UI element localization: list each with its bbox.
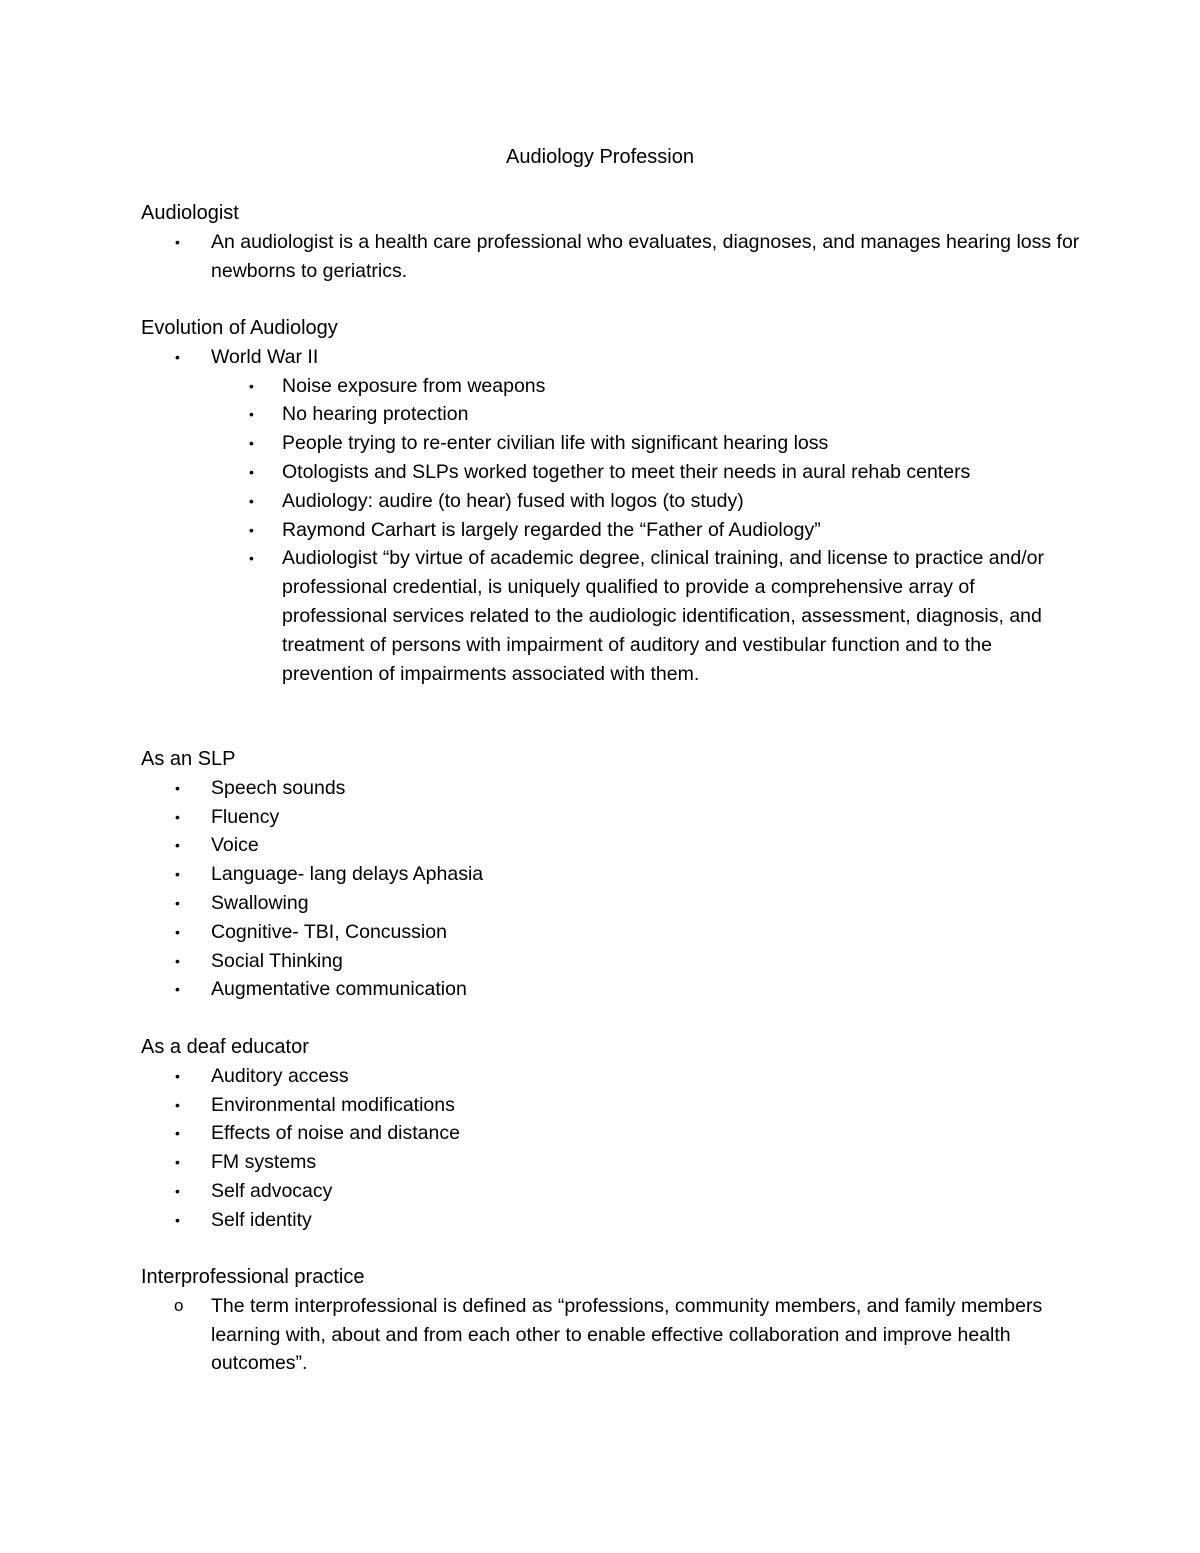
section-heading: Audiologist xyxy=(141,202,239,224)
bullet-icon: • xyxy=(249,406,254,423)
list-item-text: Language- lang delays Aphasia xyxy=(211,863,484,886)
list-item xyxy=(141,1148,1081,1177)
list-item-text: Otologists and SLPs worked together to meet their needs in aural rehab centers xyxy=(282,460,971,483)
section-heading: Evolution of Audiology xyxy=(141,317,338,339)
bullet-icon: • xyxy=(175,952,180,969)
list-item xyxy=(141,228,1081,286)
list-item-text: Augmentative communication xyxy=(211,978,467,1001)
list-item-text: The term interprofessional is defined as “professions, community members, and family members learning with, about and from each other to enable effective collaboration and improve health outcomes”. xyxy=(211,1294,1043,1375)
list-item-text: No hearing protection xyxy=(282,403,469,426)
list-item-text: Self advocacy xyxy=(211,1179,333,1202)
document-title: Audiology Profession xyxy=(506,146,694,168)
bullet-icon: • xyxy=(175,1067,180,1084)
sub-list-item xyxy=(141,429,1081,458)
bullet-icon: • xyxy=(175,1211,180,1228)
bullet-icon: • xyxy=(249,435,254,452)
list-item xyxy=(141,947,1081,976)
section-deaf-educator xyxy=(141,1033,1081,1235)
list-item-text: Audiologist “by virtue of academic degree, clinical training, and license to practice and/or professional credential, is uniquely qualified to provide a comprehensive array of professional services related to the audiologic identification, assessment, diagnosis, and treatment of persons with impairment of auditory and vestibular function and to the prevention of impairments associated with them. xyxy=(282,547,1044,685)
list-item-text: Speech sounds xyxy=(211,776,346,799)
list-item-text: An audiologist is a health care professional who evaluates, diagnoses, and manages hearing loss for newborns to geriatrics. xyxy=(211,230,1080,282)
bullet-icon: • xyxy=(175,837,180,854)
sub-list-item xyxy=(141,516,1081,545)
list-item xyxy=(141,1119,1081,1148)
bullet-icon: • xyxy=(175,923,180,940)
list-item-text: Raymond Carhart is largely regarded the “Father of Audiology” xyxy=(282,518,821,541)
bullet-icon: • xyxy=(175,348,180,365)
bullet-icon: • xyxy=(175,779,180,796)
list-item xyxy=(141,918,1081,947)
list-item xyxy=(141,889,1081,918)
list-item-text: Effects of noise and distance xyxy=(211,1122,460,1145)
bullet-list xyxy=(141,1292,1081,1378)
list-item xyxy=(141,774,1081,803)
circle-bullet-icon: o xyxy=(174,1295,184,1315)
sub-list-item xyxy=(141,487,1081,516)
section-slp xyxy=(141,745,1081,1004)
list-item xyxy=(141,1177,1081,1206)
bullet-icon: • xyxy=(175,981,180,998)
list-item xyxy=(141,1292,1081,1378)
list-item-text: Cognitive- TBI, Concussion xyxy=(211,920,447,943)
list-item-text: Swallowing xyxy=(211,891,309,914)
list-item xyxy=(141,975,1081,1004)
list-item-text: Self identity xyxy=(211,1208,312,1231)
bullet-list xyxy=(141,228,1081,286)
list-item xyxy=(141,803,1081,832)
section-heading: As an SLP xyxy=(141,748,236,770)
list-item xyxy=(141,860,1081,889)
bullet-icon: • xyxy=(175,233,180,250)
bullet-icon: • xyxy=(175,894,180,911)
section-heading: Interprofessional practice xyxy=(141,1266,365,1288)
sub-list-item xyxy=(141,458,1081,487)
bullet-icon: • xyxy=(175,808,180,825)
list-item-text: Social Thinking xyxy=(211,949,343,972)
sub-list-item xyxy=(141,372,1081,401)
section-heading: As a deaf educator xyxy=(141,1036,309,1058)
sub-list-item xyxy=(141,544,1081,688)
list-item-text: Audiology: audire (to hear) fused with logos (to study) xyxy=(282,489,744,512)
list-item-text: World War II xyxy=(211,345,319,368)
list-item-text: Fluency xyxy=(211,805,280,828)
list-item xyxy=(141,1206,1081,1235)
list-item-text: Environmental modifications xyxy=(211,1093,455,1116)
bullet-icon: • xyxy=(175,1096,180,1113)
bullet-icon: • xyxy=(249,463,254,480)
section-evolution xyxy=(141,314,1081,688)
bullet-icon: • xyxy=(249,521,254,538)
bullet-list xyxy=(141,774,1081,1004)
list-item xyxy=(141,1062,1081,1091)
list-item xyxy=(141,831,1081,860)
list-item-text: People trying to re-enter civilian life with significant hearing loss xyxy=(282,432,829,455)
bullet-icon: • xyxy=(175,866,180,883)
bullet-list xyxy=(141,1062,1081,1235)
list-item-text: FM systems xyxy=(211,1151,317,1174)
list-item xyxy=(141,1091,1081,1120)
bullet-icon: • xyxy=(175,1125,180,1142)
sub-list-item xyxy=(141,400,1081,429)
bullet-icon: • xyxy=(175,1154,180,1171)
section-audiologist xyxy=(141,199,1081,285)
list-item-text: Noise exposure from weapons xyxy=(282,374,546,397)
bullet-list xyxy=(141,343,1081,689)
list-item xyxy=(141,343,1081,372)
bullet-icon: • xyxy=(249,377,254,394)
bullet-icon: • xyxy=(249,492,254,509)
section-interprofessional xyxy=(141,1263,1081,1378)
list-item-text: Auditory access xyxy=(211,1064,349,1087)
bullet-icon: • xyxy=(249,550,254,567)
list-item-text: Voice xyxy=(211,834,259,857)
bullet-icon: • xyxy=(175,1182,180,1199)
